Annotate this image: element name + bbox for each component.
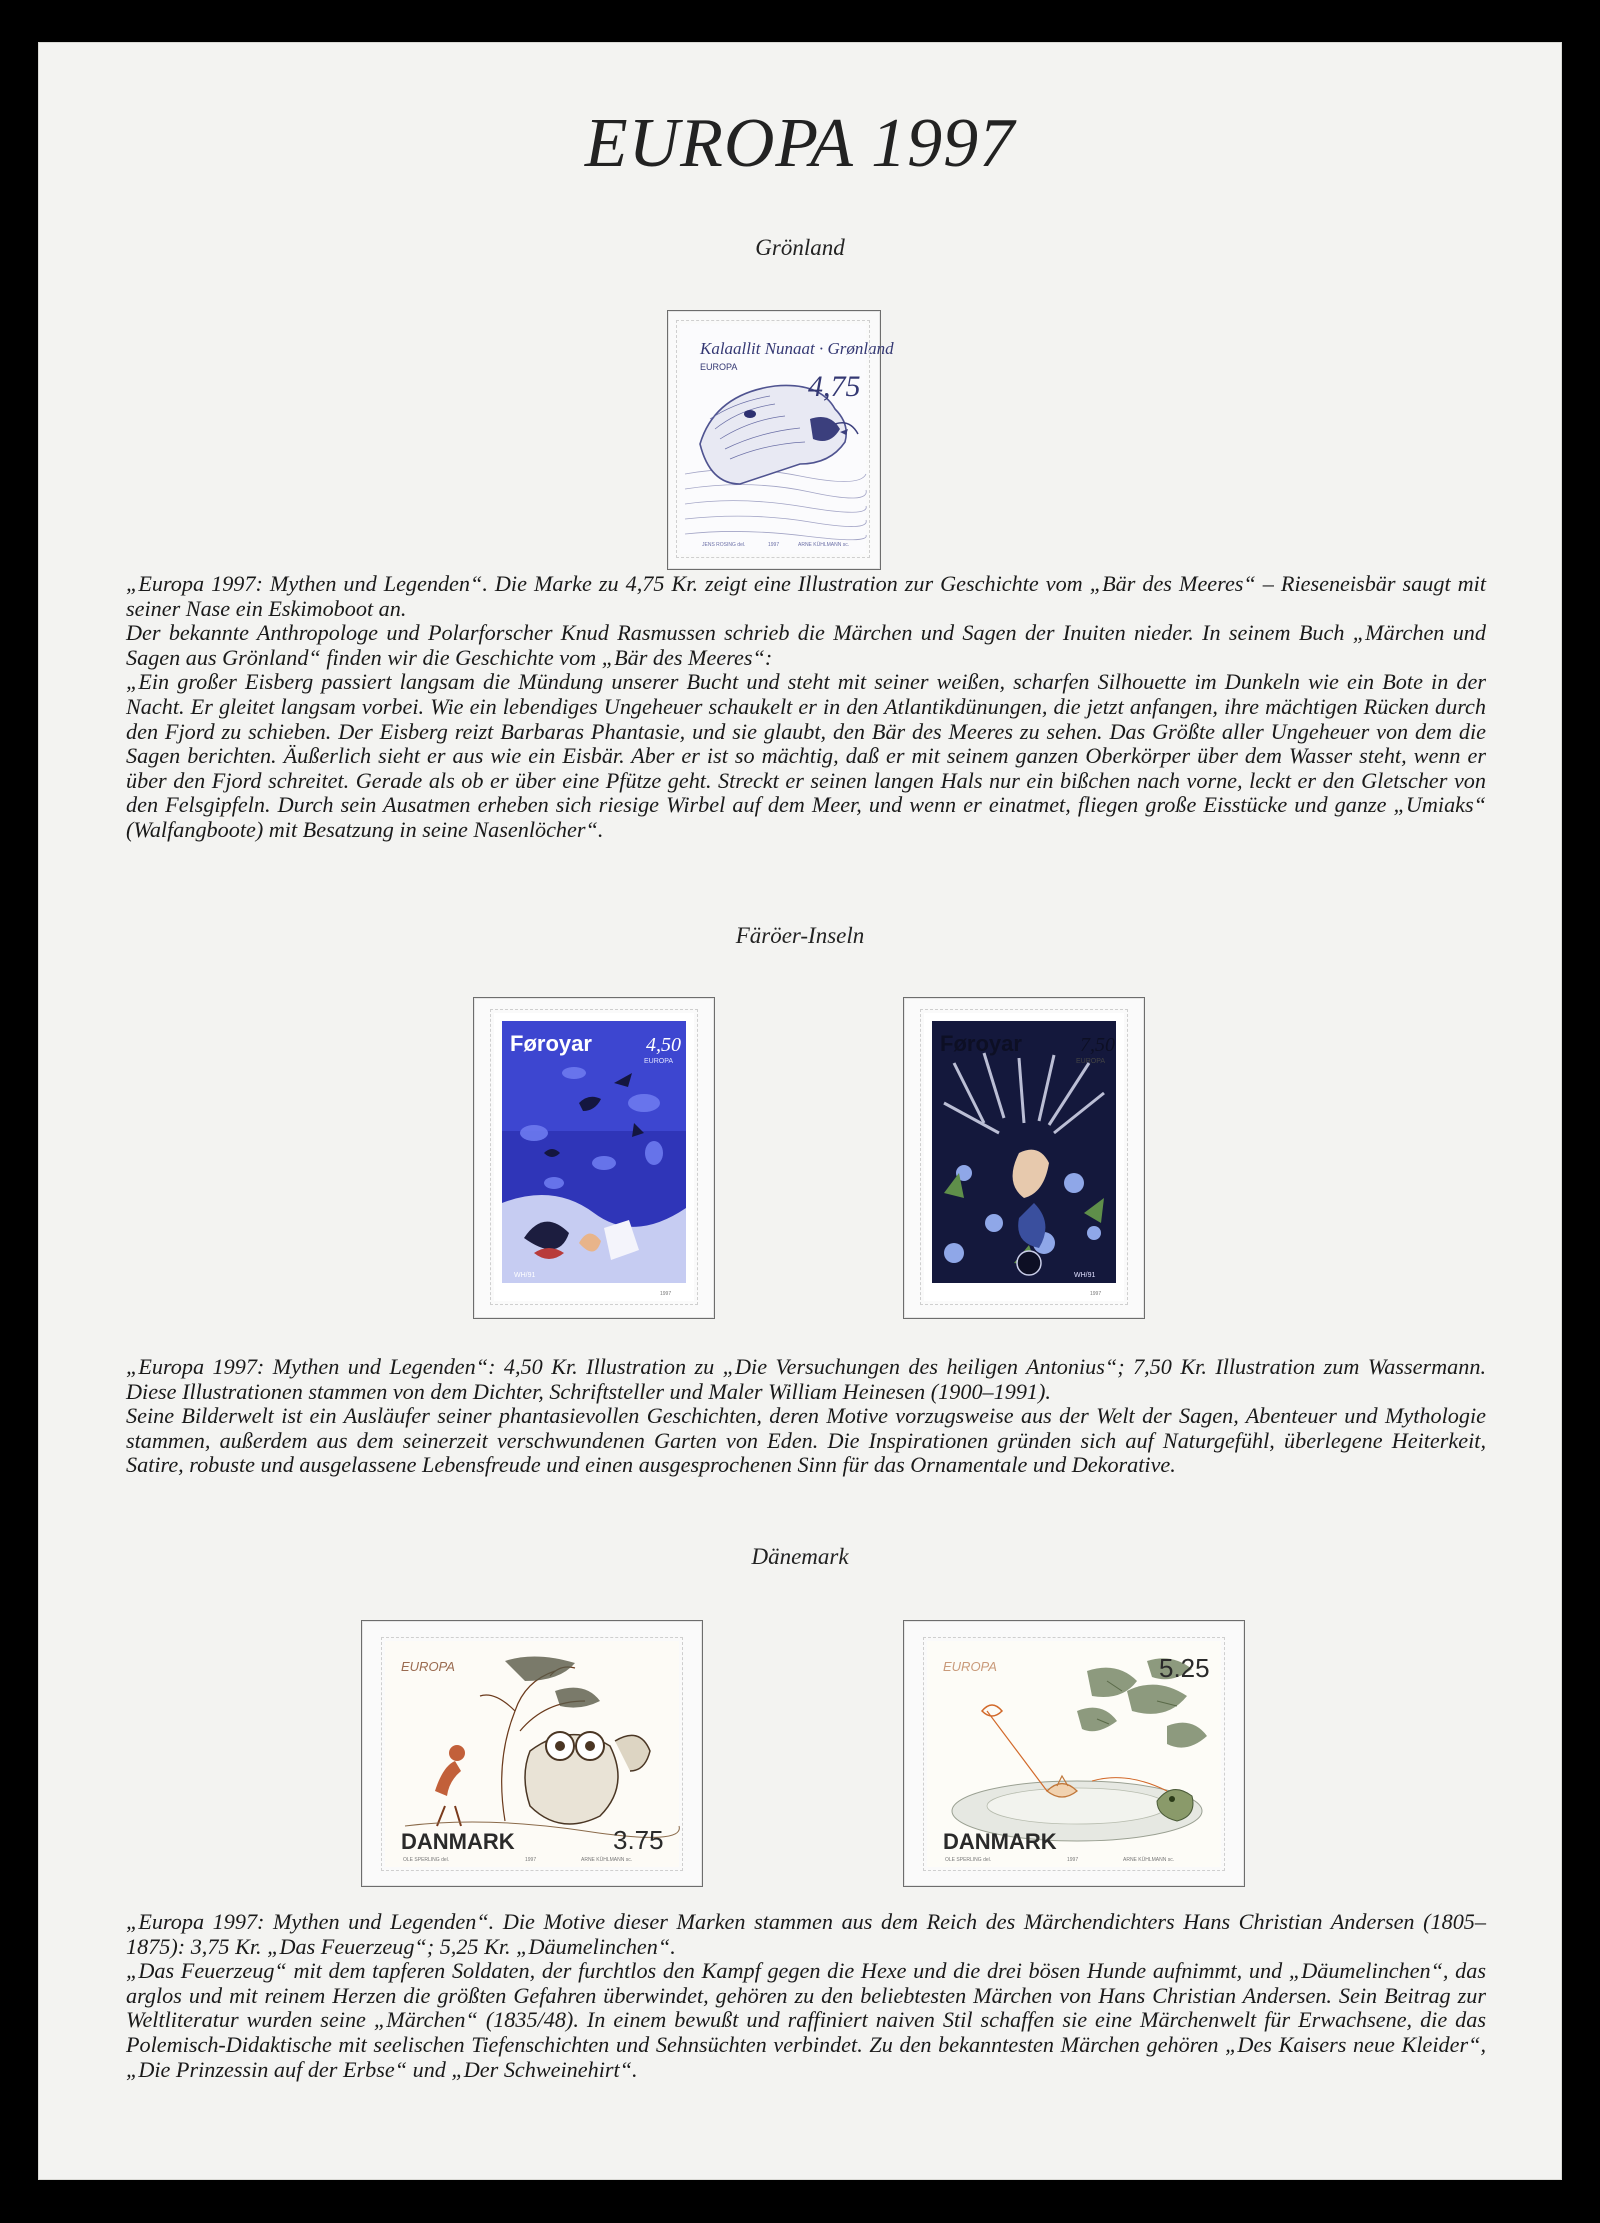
stamp-imprint-right: ARNE KÜHLMANN sc. bbox=[581, 1857, 633, 1863]
stamp-imprint-left: OLE SPERLING del. bbox=[403, 1857, 450, 1863]
text-block-faeroeer bbox=[126, 1355, 1486, 1478]
tinderbox-illustration bbox=[385, 1641, 679, 1867]
stamp-europa-text: EUROPA bbox=[1076, 1058, 1106, 1065]
paragraph: „Das Feuerzeug“ mit dem tapferen Soldaten, der furchtlos den Kampf gegen die Hexe und die drei bösen Hunde aufnimmt, und „Däumelinchen“, das arglos und mit reinem Herzen die größten Gefahren überwindet, gehören zu den beliebtesten Märchen von Hans Christian Andersen. Sein Beitrag zur Weltliteratur wurden seine „Märchen“ (1835/48). In einem bewußt und raffiniert naiven Stil schaffen sie eine Märchenwelt für Erwachsene, die das Polemisch-Didaktische mit seelischen Tiefenschichten und Sehnsüchten verbindet. Zu den bekanntesten Märchen gehören „Des Kaisers neue Kleider“, „Die Prinzessin auf der Erbse“ und „Der Schweinehirt“. bbox=[126, 1958, 1486, 2082]
stamp-imprint-center: 1997 bbox=[1067, 1857, 1079, 1863]
paragraph: Seine Bilderwelt ist ein Ausläufer seiner phantasievollen Geschichten, deren Motive vorzugsweise aus der Welt der Sagen, Abenteuer und Mythologie stammen, außerdem aus dem seinerzeit verschwundenen Garten von Eden. Die Inspirationen gründen sich auf Naturgefühl, überlegene Heiterkeit, Satire, robuste und ausgelassene Lebensfreude und einen ausgesprochenen Sinn für das Ornamentale und Dekorative. bbox=[126, 1403, 1486, 1478]
stamp-value-text: 3.75 bbox=[613, 1825, 664, 1855]
section-heading-groenland: Grönland bbox=[755, 235, 845, 260]
stamp-mount-faeroeer-1 bbox=[473, 997, 715, 1319]
section-heading-daenemark: Dänemark bbox=[751, 1544, 849, 1569]
paragraph: „Ein großer Eisberg passiert langsam die Mündung unserer Bucht und steht mit seiner weißen, scharfen Silhouette im Dunkeln wie ein Bote in der Nacht. Er gleitet langsam vorbei. Wie ein lebendiges Ungeheuer schaukelt er in den Atlantikdünungen, die jetzt anfangen, ihre mächtigen Rücken durch den Fjord zu schieben. Der Eisberg reizt Barbaras Phantasie, und sie glaubt, den Bär des Meeres zu sehen. Das Größte aller Ungeheuer von dem die Sagen berichten. Äußerlich sieht er aus wie ein Eisbär. Aber er ist so mächtig, daß er mit seinem ganzen Oberkörper über dem Wasser steht, wenn er über den Fjord schreitet. Gerade als ob er über eine Pfütze geht. Streckt er seinen langen Hals nur ein bißchen nach vorne, leckt er den Gletscher von den Felsgipfeln. Durch sein Ausatmen erheben sich riesige Wirbel auf dem Meer, und wenn er einatmet, fliegen große Eisstücke und ganze „Umiaks“ (Walfangboote) mit Besatzung in seine Nasenlöcher“. bbox=[126, 669, 1486, 842]
stamp-imprint-right: ARNE KÜHLMANN sc. bbox=[1123, 1857, 1175, 1863]
stamp-danmark-375 bbox=[385, 1641, 679, 1867]
stamp-imprint-center: 1997 bbox=[660, 1291, 672, 1297]
stamp-imprint-left: OLE SPERLING del. bbox=[945, 1857, 992, 1863]
stamp-value-text: 4,75 bbox=[808, 370, 861, 403]
stamp-imprint-center: 1997 bbox=[768, 542, 780, 548]
stamp-danmark-525 bbox=[927, 1641, 1221, 1867]
stamp-signature-text: WH/91 bbox=[1074, 1272, 1096, 1279]
thumbelina-illustration bbox=[927, 1641, 1221, 1867]
album-page bbox=[38, 42, 1562, 2180]
paragraph: Der bekannte Anthropologe und Polarforscher Knud Rasmussen schrieb die Märchen und Sagen der Inuiten nieder. In seinem Buch „Märchen und Sagen aus Grönland“ finden wir die Geschichte vom „Bär des Meeres“: bbox=[126, 620, 1486, 670]
polar-bear-engraving bbox=[680, 324, 894, 554]
stamp-imprint-left: JENS ROSING del. bbox=[702, 542, 746, 548]
stamp-europa-text: EUROPA bbox=[943, 1659, 997, 1674]
stamp-europa-text: EUROPA bbox=[401, 1659, 455, 1674]
paragraph: „Europa 1997: Mythen und Legenden“. Die Marke zu 4,75 Kr. zeigt eine Illustration zur Geschichte vom „Bär des Meeres“ – Rieseneisbär saugt mit seiner Nase ein Eskimoboot an. bbox=[126, 571, 1486, 621]
stamp-country-text: Føroyar bbox=[940, 1031, 1022, 1056]
stamp-imprint-center: 1997 bbox=[525, 1857, 537, 1863]
stamp-mount-faeroeer-2 bbox=[903, 997, 1145, 1319]
stamp-foeroyar-750 bbox=[924, 1013, 1124, 1301]
stamp-country-text: Kalaallit Nunaat · Grønland bbox=[700, 339, 894, 358]
merman-illustration bbox=[924, 1013, 1124, 1301]
stamp-mount-daenemark-1 bbox=[361, 1620, 703, 1887]
stamp-country-text: Føroyar bbox=[510, 1031, 592, 1056]
text-block-groenland bbox=[126, 572, 1486, 843]
stamp-value-text: 4,50 bbox=[646, 1034, 681, 1056]
stamp-country-text: DANMARK bbox=[401, 1829, 515, 1854]
stamp-imprint-right: ARNE KÜHLMANN sc. bbox=[798, 542, 850, 548]
stamp-europa-text: EUROPA bbox=[700, 362, 738, 372]
stamp-signature-text: WH/91 bbox=[514, 1272, 536, 1279]
paragraph: „Europa 1997: Mythen und Legenden“. Die Motive dieser Marken stammen aus dem Reich des Märchendichters Hans Christian Andersen (1805–1875): 3,75 Kr. „Das Feuerzeug“; 5,25 Kr. „Däumelinchen“. bbox=[126, 1909, 1486, 1959]
stamp-mount-daenemark-2 bbox=[903, 1620, 1245, 1887]
temptation-of-st-anthony-illustration bbox=[494, 1013, 694, 1301]
stamp-europa-text: EUROPA bbox=[644, 1058, 674, 1065]
stamp-country-text: DANMARK bbox=[943, 1829, 1057, 1854]
stamp-imprint-center: 1997 bbox=[1090, 1291, 1102, 1297]
stamp-foeroyar-450 bbox=[494, 1013, 694, 1301]
stamp-value-text: 5.25 bbox=[1159, 1653, 1210, 1683]
stamp-value-text: 7,50 bbox=[1080, 1034, 1115, 1056]
page-title: EUROPA 1997 bbox=[584, 105, 1016, 182]
paragraph: „Europa 1997: Mythen und Legenden“: 4,50 Kr. Illustration zu „Die Versuchungen des heiligen Antonius“; 7,50 Kr. Illustration zum Wassermann. Diese Illustrationen stammen von dem Dichter, Schriftsteller und Maler William Heinesen (1900–1991). bbox=[126, 1354, 1486, 1404]
stamp-groenland-475 bbox=[680, 324, 894, 554]
stamp-mount-groenland bbox=[667, 310, 894, 570]
text-block-daenemark bbox=[126, 1910, 1486, 2082]
section-heading-faeroeer: Färöer-Inseln bbox=[735, 923, 865, 948]
